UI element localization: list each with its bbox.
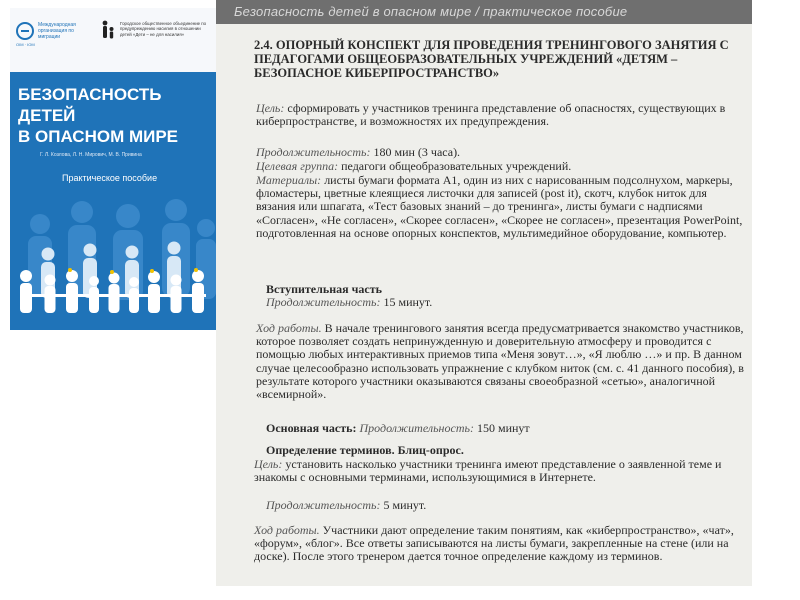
family-icon [100,20,116,42]
goal-text: сформировать у участников тренинга представление об опасностях, существующих в киберпространстве, и возможностях их предупреждения. [256,101,726,129]
cover-title-line-1: БЕЗОПАСНОСТЬ ДЕТЕЙ [18,85,162,125]
materials-paragraph [256,174,744,240]
terms-duration-paragraph [266,499,736,512]
goal-paragraph [256,102,744,128]
cover-logo-strip [10,8,216,72]
terms-work-paragraph [254,524,744,564]
intro-work-paragraph [256,322,744,401]
globe-icon [16,22,34,40]
terms-goal-paragraph [254,458,744,484]
terms-work-text: Участники дают определение таким понятиям, как «киберпространство», «чат», «форум», «блог». Все ответы записываются на листы бумаги, закрепленные на стене (или на доске). После этого тренером дается точное определение каждому из терминов. [254,523,734,564]
duration-paragraph [256,146,744,159]
target-group-text: педагоги общеобразовательных учреждений. [341,159,572,173]
cover-authors: Г. Л. Козлова, Л. Н. Мирович, М. В. Привина [40,152,142,158]
main-duration-label: Продолжительность: [359,421,474,435]
page-header-bar [216,0,752,24]
book-cover [10,8,216,330]
terms-goal-label: Цель: [254,457,283,471]
terms-goal-text: установить насколько участники тренинга имеют представление о заявленной теме и знакомы с основными терминами, использующимися в Интернете. [254,457,722,485]
intro-duration-label: Продолжительность: [266,295,381,309]
goal-label: Цель: [256,101,285,115]
section-title: 2.4. ОПОРНЫЙ КОНСПЕКТ ДЛЯ ПРОВЕДЕНИЯ ТРЕНИНГОВОГО ЗАНЯТИЯ С ПЕДАГОГАМИ ОБЩЕОБРАЗОВАТЕЛЬНЫХ УЧРЕЖДЕНИЙ «ДЕТЯМ – БЕЗОПАСНОЕ КИБЕРПРОСТРАНСТВО» [254,38,729,80]
document-page [216,0,752,586]
terms-duration-label: Продолжительность: [266,498,381,512]
intro-work-text: В начале тренингового занятия всегда предусматривается знакомство участников, которое позволяет создать непринужденную и доверительную атмосферу и проводится с помощью любых интерактивных приемов типа «Меня зовут…», «Я люблю …» и пр. В данном случае целесообразно использовать упражнение с клубком ниток (см. с. 41 данного пособия), в результате которого участники оказываются связаны своеобразной «сетью», аналогичной «всемирной». [256,321,744,402]
cover-title [18,84,212,147]
intro-work-label: Ход работы. [256,321,322,335]
terms-duration-text: 5 минут. [383,498,427,512]
intro-section-title: Вступительная часть [266,282,382,296]
intro-duration-paragraph [266,296,736,309]
cover-title-line-2: В ОПАСНОМ МИРЕ [18,127,179,146]
terms-section-title: Определение терминов. Блиц-опрос. [266,443,464,457]
target-group-label: Целевая группа: [256,159,339,173]
cover-subtitle: Практическое пособие [62,173,158,183]
main-part-paragraph [266,422,736,435]
intro-duration-text: 15 минут. [383,295,433,309]
ngo-logo [100,20,212,50]
running-header: Безопасность детей в опасном мире / практическое пособие [234,4,628,19]
ngo-name: Городское общественное объединение по предупреждению насилия в отношении детей «Дети – не для насилия» [120,21,207,37]
main-duration-text: 150 минут [476,421,530,435]
target-group-paragraph [256,160,744,173]
iom-name: Международная организация по миграции [38,22,76,40]
main-part-label: Основная часть: [266,421,357,435]
terms-work-label: Ход работы. [254,523,320,537]
materials-label: Материалы: [256,173,322,187]
children-illustration [10,176,216,330]
iom-logo [16,20,82,50]
materials-text: листы бумаги формата А1, один из них с нарисованным подсолнухом, маркеры, фломастеры, цветные клеящиеся листочки для записей (post it), скотч, клубок ниток для вязания или шпагата, «Тест базовых знаний – до тренинга», листы бумаги с надписями «Согласен», «Не согласен», «Скорее согласен», «Скорее не согласен», презентация PowerPoint, подготовленная на основе опорных конспектов, мультимедийное оборудование, компьютер. [256,173,743,240]
duration-text: 180 мин (3 часа). [373,145,461,159]
duration-label: Продолжительность: [256,145,371,159]
iom-abbreviation: OIM · IOM [16,42,35,47]
